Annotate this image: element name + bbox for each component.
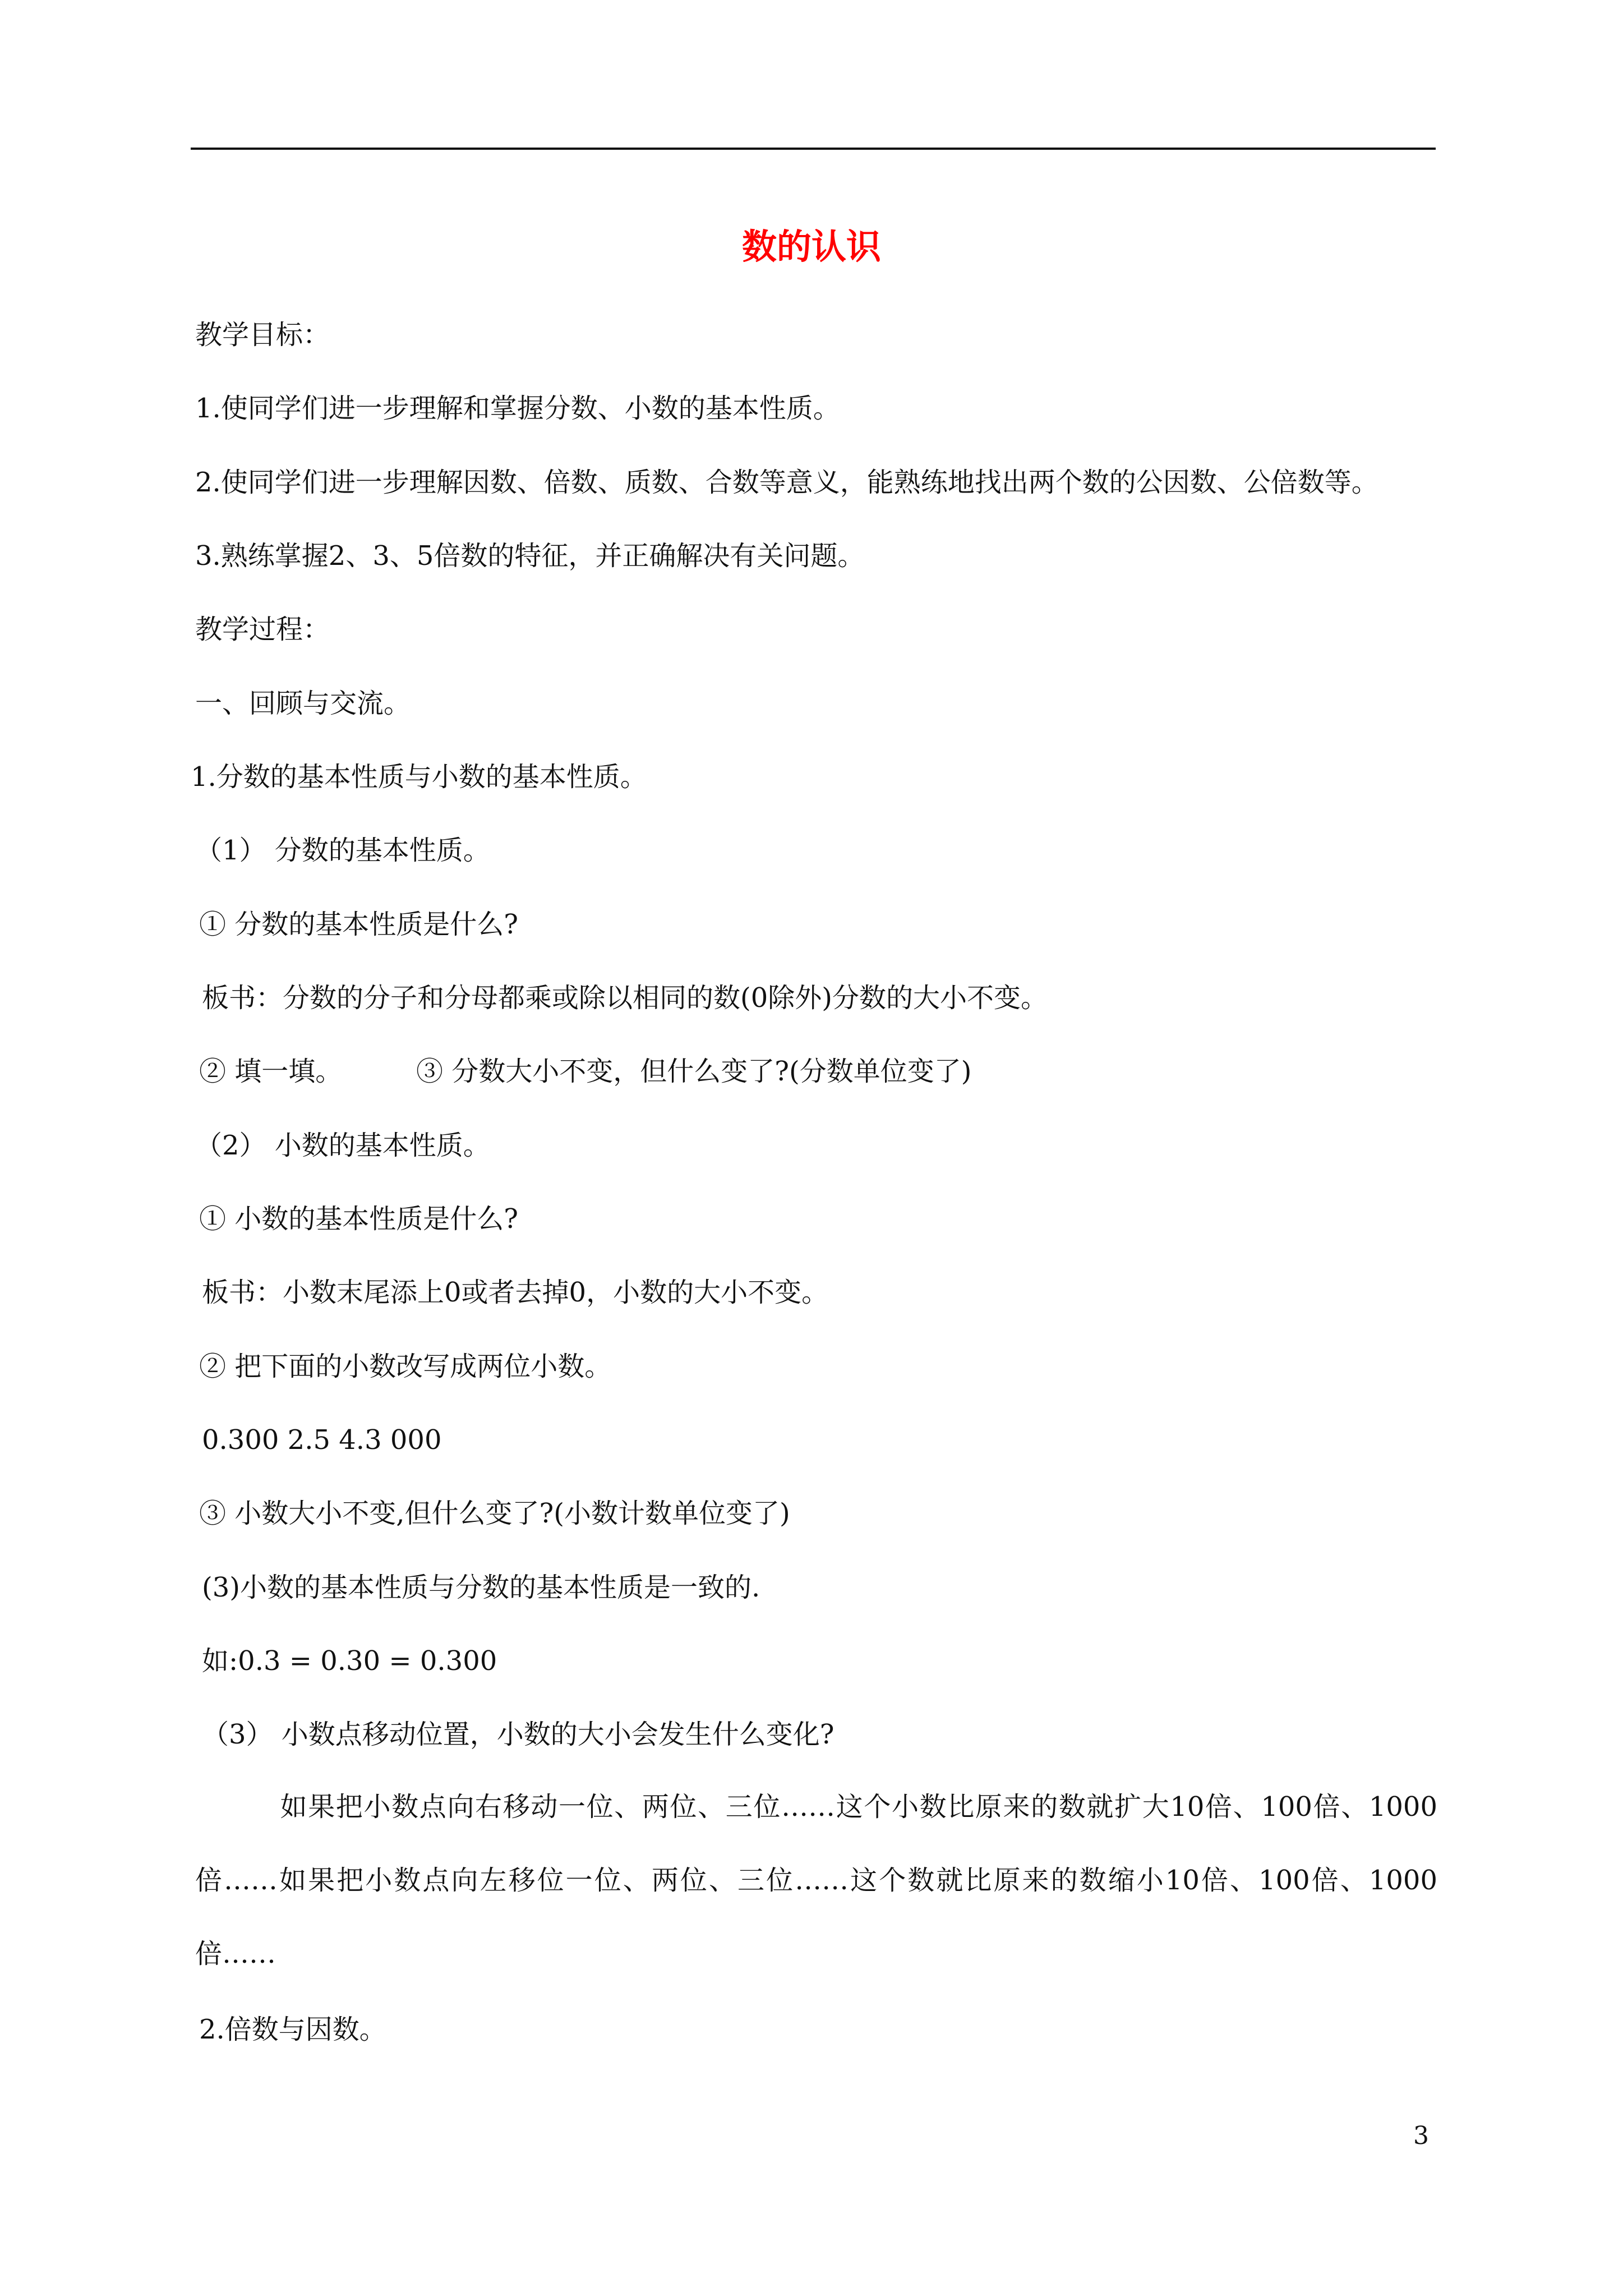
blackboard-decimal: 板书：小数末尾添上0或者去掉0，小数的大小不变。 [202,1277,829,1308]
goal-item-3: 3.熟练掌握2、3、5倍数的特征，并正确解决有关问题。 [195,540,865,572]
subtopic-fraction-property: （1） 分数的基本性质。 [195,835,490,866]
question-fraction-unit: ③ 分数大小不变，但什么变了?(分数单位变了) [416,1056,972,1087]
question-fraction-property: ① 分数的基本性质是什么? [199,909,518,940]
goal-item-1: 1.使同学们进一步理解和掌握分数、小数的基本性质。 [195,393,840,424]
subtopic-decimal-property: （2） 小数的基本性质。 [195,1130,490,1161]
document-title: 数的认识 [741,226,881,267]
exercise-rewrite-decimals: ② 把下面的小数改写成两位小数。 [199,1351,612,1382]
header-rule [191,148,1436,150]
blackboard-fraction: 板书：分数的分子和分母都乘或除以相同的数(0除外)分数的大小不变。 [202,982,1048,1014]
question-decimal-unit: ③ 小数大小不变,但什么变了?(小数计数单位变了) [199,1498,790,1529]
question-decimal-property: ① 小数的基本性质是什么? [199,1203,518,1235]
section-heading-goals: 教学目标： [195,319,330,351]
section-heading-process: 教学过程： [195,614,330,645]
consistency-note: (3)小数的基本性质与分数的基本性质是一致的. [202,1572,760,1603]
exercise-numbers: 0.300 2.5 4.3 000 [202,1424,442,1456]
subtopic-decimal-point-move: （3） 小数点移动位置，小数的大小会发生什么变化? [202,1719,834,1750]
activity-fill-in: ② 填一填。 [199,1056,343,1087]
part-heading-review: 一、回顾与交流。 [195,688,411,719]
decimal-point-paragraph [195,1770,1437,1991]
goal-item-2: 2.使同学们进一步理解因数、倍数、质数、合数等意义，能熟练地找出两个数的公因数、公倍数等。 [195,467,1378,498]
topic-heading-2: 2.倍数与因数。 [199,2014,386,2045]
page-number: 3 [1413,2122,1429,2150]
topic-heading-1: 1.分数的基本性质与小数的基本性质。 [191,761,647,793]
decimal-point-paragraph-text: 如果把小数点向右移动一位、两位、三位……这个小数比原来的数就扩大10倍、100倍、1000倍……如果把小数点向左移位一位、两位、三位……这个数就比原来的数缩小10倍、100倍、1000倍…… [195,1791,1437,1970]
example-equation: 如:0.3 = 0.30 = 0.300 [202,1645,497,1677]
